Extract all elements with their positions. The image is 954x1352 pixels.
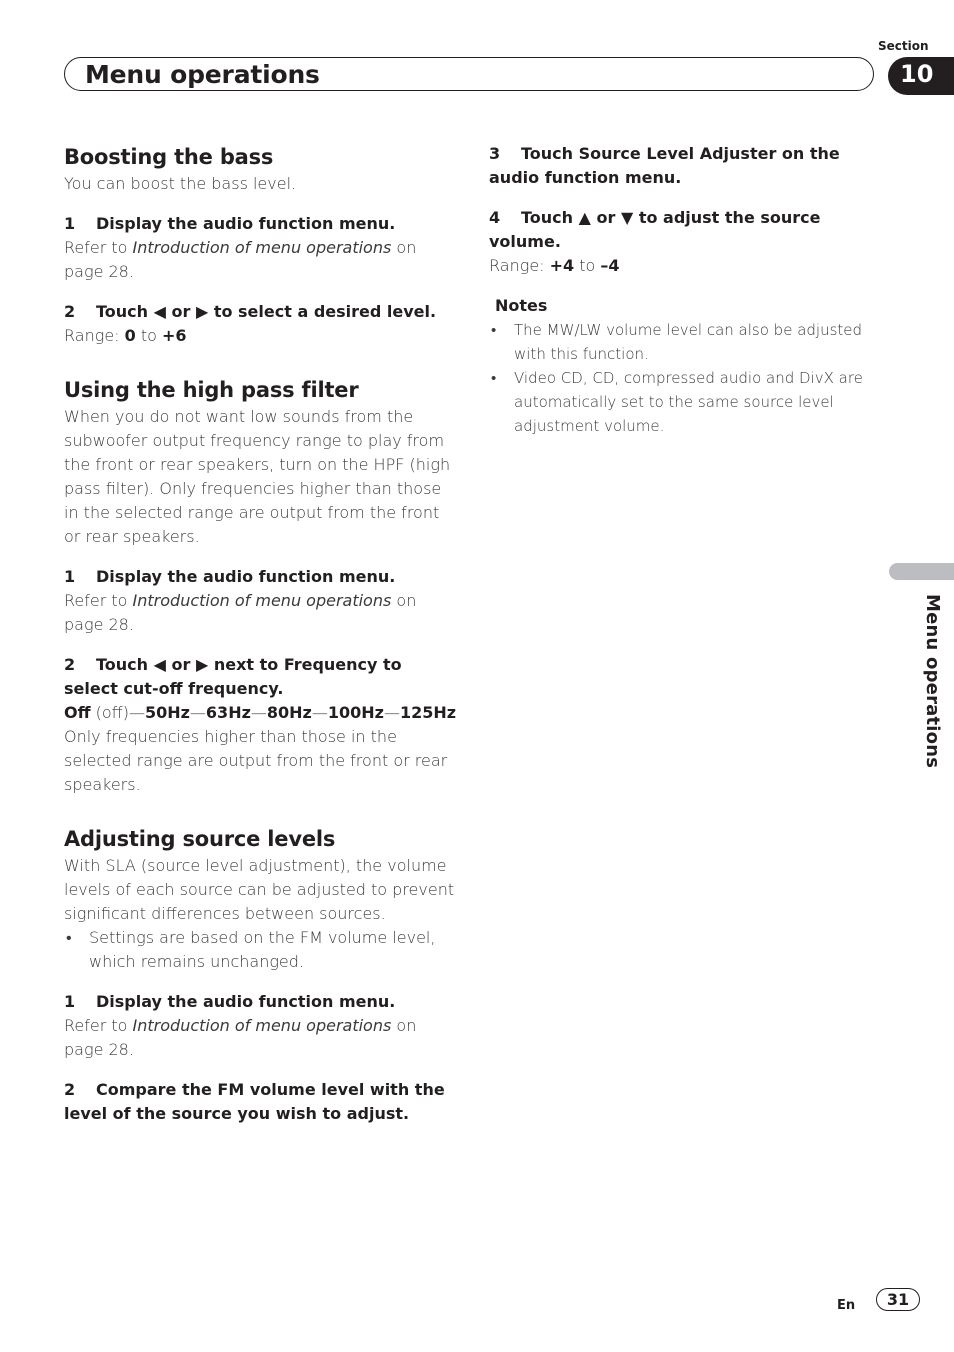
boost-range: Range: 0 to +6 [64,326,187,345]
notes-title: Notes [495,296,548,315]
sla-step-3: 3 Touch Source Level Adjuster on the audio function menu. [489,144,840,187]
hpf-frequency-options: Off (off)—50Hz—63Hz—80Hz—100Hz—125Hz [64,703,457,722]
section-number: 10 [900,60,934,88]
boost-step-2: 2 Touch ◀ or ▶ to select a desired level. [64,302,437,321]
hpf-step-1: 1 Display the audio function menu. [64,567,396,586]
left-column [64,142,459,1126]
side-tab-marker [889,563,954,580]
page-number: 31 [876,1288,920,1311]
language-label: En [837,1298,856,1313]
page-title: Menu operations [85,60,320,89]
sla-step-1: 1 Display the audio function menu. [64,992,396,1011]
hpf-step-2: 2 Touch ◀ or ▶ next to Frequency to select cut-off frequency. [64,655,402,698]
note-item: • Video CD, CD, compressed audio and DivX are automatically set to the same source level adjustment volume. [489,366,879,438]
heading-boosting-bass: Boosting the bass [64,145,274,169]
sla-step-1-ref: Refer to Introduction of menu operations on page 28. [64,1016,417,1059]
link-introduction-menu-operations[interactable]: Introduction of menu operations [132,591,392,610]
sla-intro: With SLA (source level adjustment), the volume levels of each source can be adjusted to prevent significant differences between sources. [64,856,455,923]
hpf-step-1-ref: Refer to Introduction of menu operations on page 28. [64,591,417,634]
hpf-note: Only frequencies higher than those in the selected range are output from the front or rear speakers. [64,727,448,794]
sla-step-2: 2 Compare the FM volume level with the level of the source you wish to adjust. [64,1080,445,1123]
hpf-intro: When you do not want low sounds from the subwoofer output frequency range to play from the front or rear speakers, turn on the HPF (high pass filter). Only frequencies higher than those in the selected range are output from the front or rear speakers. [64,407,451,546]
heading-adjusting-source-levels: Adjusting source levels [64,827,336,851]
sla-bullet: • Settings are based on the FM volume level, which remains unchanged. [64,926,459,974]
link-introduction-menu-operations[interactable]: Introduction of menu operations [132,1016,392,1035]
right-column [489,142,879,438]
side-tab-label: Menu operations [922,594,943,769]
section-label: Section [878,39,929,53]
heading-high-pass-filter: Using the high pass filter [64,378,359,402]
boost-intro: You can boost the bass level. [64,174,297,193]
boost-step-1-ref: Refer to Introduction of menu operations on page 28. [64,238,417,281]
boost-step-1: 1 Display the audio function menu. [64,214,396,233]
sla-range: Range: +4 to –4 [489,256,620,275]
sla-step-4: 4 Touch ▲ or ▼ to adjust the source volume. [489,208,821,251]
link-introduction-menu-operations[interactable]: Introduction of menu operations [132,238,392,257]
note-item: • The MW/LW volume level can also be adjusted with this function. [489,318,879,366]
